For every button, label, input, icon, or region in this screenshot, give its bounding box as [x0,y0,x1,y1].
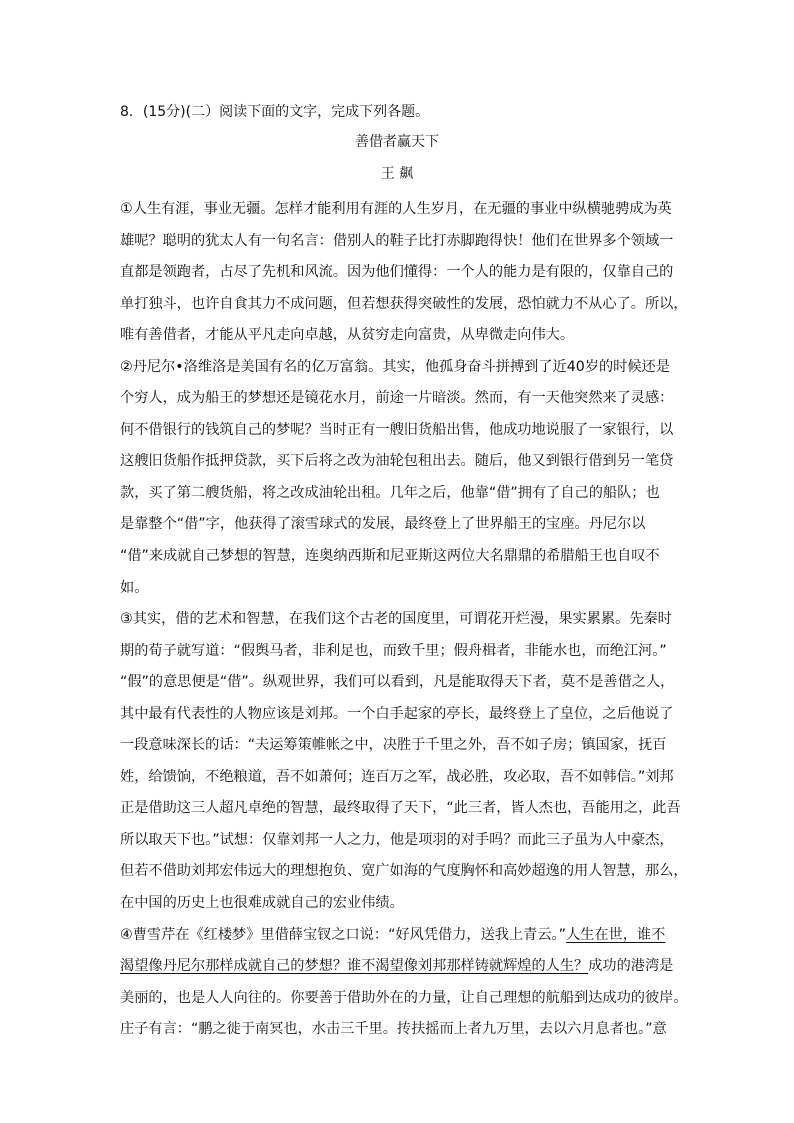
text-line: 但若不借助刘邦宏伟远大的理想抱负、宽广如海的气度胸怀和高妙超逸的用人智慧，那么， [120,863,688,880]
text-line: 是靠整个“借”字，他获得了滚雪球式的发展，最终登上了世界船王的宝座。丹尼尔以 [120,516,646,533]
text-line: 单打独斗，也许自食其力不成问题，但若想获得突破性的发展，恐怕就力不从心了。所以， [120,295,688,312]
text-line: 正是借助这三人超凡卓绝的智慧，最终取得了天下，“此三者，皆人杰也，吾能用之，此吾 [120,800,681,817]
underlined-sentence: 渴望像丹尼尔那样成就自己的梦想？谁不渴望像刘邦那样铸就辉煌的人生？ [120,958,589,975]
text-line [120,951,680,983]
text-line: 期的荀子就写道：“假舆马者，非利足也，而致千里；假舟楫者，非能水也，而绝江河。” [120,642,667,659]
question-header: 8．(15分)(二）阅读下面的文字，完成下列各题。 [120,104,430,120]
underlined-sentence: 人生在世，谁不 [565,926,666,943]
text-line: 款，买了第二艘货船，将之改成油轮出租。几年之后，他靠“借”拥有了自己的船队；也 [120,484,660,501]
text-line: ②丹尼尔•洛维洛是美国有名的亿万富翁。其实，他孤身奋斗拼搏到了近40岁的时候还是 [120,358,670,375]
text-line: 一段意味深长的话：“夫运筹策帷帐之中，决胜于千里之外，吾不如子房；镇国家，抚百 [120,737,667,754]
article-author: 王 飙 [380,166,414,182]
text-line: 其中最有代表性的人物应该是刘邦。一个白手起家的亭长，最终登上了皇位，之后他说了 [120,705,674,722]
text-line: 唯有善借者，才能从平凡走向卓越，从贫穷走向富贵，从卑微走向伟大。 [120,327,575,344]
text-line: 雄呢？聪明的犹太人有一句名言：借别人的鞋子比打赤脚跑得快！他们在世界多个领域一 [120,232,674,249]
text-line: “假”的意思便是“借”。纵观世界，我们可以看到，凡是能取得天下者，莫不是善借之人， [120,674,675,691]
text-line: 庄子有言：“鹏之徙于南冥也，水击三千里。抟扶摇而上者九万里，去以六月息者也。”意 [120,1021,667,1038]
p4-line2-plain: 成功的港湾是 [588,958,674,975]
text-line [120,920,680,952]
p4-line1-plain: ④曹雪芹在《红楼梦》里借薛宝钗之口说：“好风凭借力，送我上青云。” [120,926,566,943]
text-line: 直都是领跑者，占尽了先机和风流。因为他们懂得：一个人的能力是有限的，仅靠自己的 [120,264,674,281]
text-line: “借”来成就自己梦想的智慧，连奥纳西斯和尼亚斯这两位大名鼎鼎的希腊船王也自叹不 [120,548,660,565]
text-line: ①人生有涯，事业无疆。怎样才能利用有涯的人生岁月，在无疆的事业中纵横驰骋成为英 [120,201,672,217]
text-line: 何不借银行的钱筑自己的梦呢？当时正有一艘旧货船出售，他成功地说服了一家银行，以 [120,421,674,438]
article-title: 善借者赢天下 [355,134,439,150]
text-line: 美丽的，也是人人向往的。你要善于借助外在的力量，让自己理想的航船到达成功的彼岸。 [120,989,688,1006]
text-line: 姓，给馈饷，不绝粮道，吾不如萧何；连百万之军，战必胜，攻必取，吾不如韩信。”刘邦 [120,768,674,785]
article-body [120,194,688,1046]
text-line: 个穷人，成为船王的梦想还是镜花水月，前途一片暗淡。然而，有一天他突然来了灵感： [120,390,674,407]
text-line: 所以取天下也。”试想：仅靠刘邦一人之力，他是项羽的对手吗？而此三子虽为人中豪杰， [120,831,674,848]
text-line: ③其实，借的艺术和智慧，在我们这个古老的国度里，可谓花开烂漫，果实累累。先秦时 [120,611,672,628]
text-line: 在中国的历史上也很难成就自己的宏业伟绩。 [120,895,404,912]
text-line: 这艘旧货船作抵押贷款，买下后将之改为油轮包租出去。随后，他又到银行借到另一笔贷 [120,453,674,470]
text-line: 如。 [120,579,149,596]
